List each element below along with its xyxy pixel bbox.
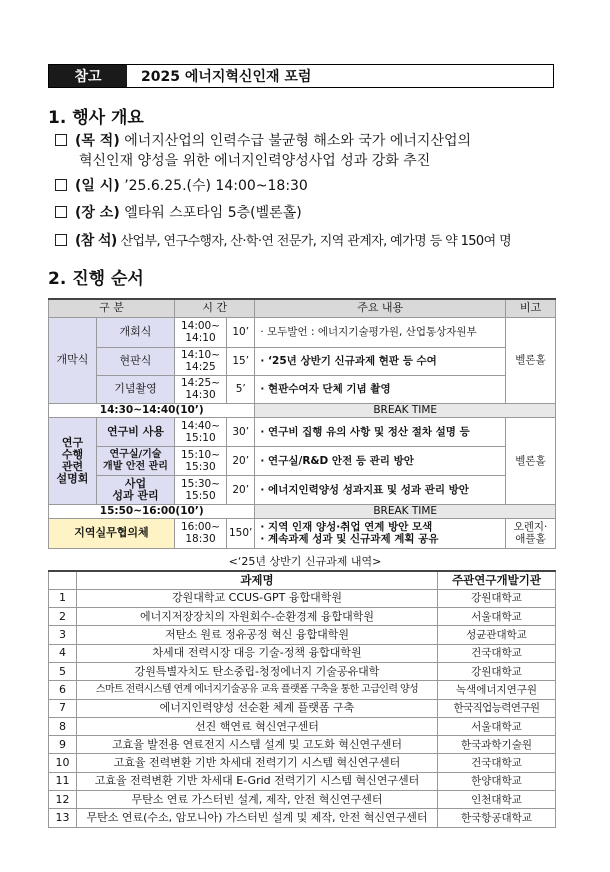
- project-name: 스마트 전력시스템 연계 에너지기술공유 교육 플랫폼 구축을 통한 고급인력 양성: [77, 681, 438, 699]
- projects-caption: <‘25년 상반기 신규과제 내역>: [228, 555, 382, 568]
- table-row: [49, 791, 556, 809]
- time-range: 14:25~ 14:30: [175, 375, 227, 403]
- note-venue: 오렌지· 애플홀: [506, 518, 556, 548]
- checkbox-icon: [55, 206, 67, 218]
- project-name: 무탄소 연료(수소, 암모니아) 가스터빈 설계 및 제작, 안전 혁신연구센터: [77, 809, 438, 827]
- schedule-header-row: [49, 299, 556, 317]
- duration: 150’: [227, 518, 255, 548]
- row-number: 6: [49, 681, 77, 699]
- checkbox-icon: [55, 134, 67, 146]
- table-row: [49, 375, 556, 403]
- table-row: [49, 317, 556, 347]
- duration: 5’: [227, 375, 255, 403]
- time-range: 14:10~ 14:25: [175, 347, 227, 375]
- institution: 건국대학교: [438, 754, 556, 772]
- institution: 녹색에너지연구원: [438, 681, 556, 699]
- item-text: 혁신인재 양성을 위한 에너지인력양성사업 성과 강화 추진: [79, 153, 431, 169]
- duration: 15’: [227, 347, 255, 375]
- break-label: BREAK TIME: [255, 504, 556, 518]
- break-row: [49, 403, 556, 417]
- project-name: 에너지저장장치의 자원회수-순환경제 융합대학원: [77, 608, 438, 626]
- time-range: 16:00~ 18:30: [175, 518, 227, 548]
- schedule-table: [48, 298, 556, 549]
- table-row: [49, 662, 556, 680]
- subcategory: 개회식: [97, 317, 175, 347]
- table-row: [49, 809, 556, 827]
- table-row: [49, 347, 556, 375]
- item-label: (일 시): [75, 178, 120, 194]
- time-range: 14:00~ 14:10: [175, 317, 227, 347]
- item-label: (목 적): [75, 133, 120, 149]
- table-row: [49, 446, 556, 475]
- institution: 강원대학교: [438, 662, 556, 680]
- content-line: · 지역 인재 양성·취업 연계 방안 모색: [260, 521, 433, 533]
- project-name: 강원특별자치도 탄소중립-청정에너지 기술공유대학: [77, 662, 438, 680]
- table-row: [49, 772, 556, 790]
- item-text: 에너지산업의 인력수급 불균형 해소와 국가 에너지산업의: [124, 133, 472, 149]
- title-bar: [48, 64, 554, 88]
- content: · 모두발언 : 에너지기술평가원, 산업통상자원부: [255, 317, 506, 347]
- institution: 서울대학교: [438, 608, 556, 626]
- institution: 서울대학교: [438, 717, 556, 735]
- content: · 연구비 집행 유의 사항 및 정산 절차 설명 등: [255, 417, 506, 446]
- section-heading-program: 2. 진행 순서: [48, 269, 144, 289]
- item-text: 산업부, 연구수행자, 산·학·연 전문가, 지역 관계자, 예가명 등 약 150여 명: [120, 234, 512, 249]
- header-institution: 주관연구개발기관: [438, 571, 556, 589]
- row-number: 4: [49, 644, 77, 662]
- subcategory: 현판식: [97, 347, 175, 375]
- header-content: 주요 내용: [255, 299, 506, 317]
- institution: 한국직업능력연구원: [438, 699, 556, 717]
- project-name: 에너지인력양성 선순환 체계 플랫폼 구축: [77, 699, 438, 717]
- row-number: 11: [49, 772, 77, 790]
- overview-item-attendees: [55, 231, 511, 252]
- content-line: · 계속과제 성과 및 신규과제 계획 공유: [260, 533, 439, 545]
- duration: 30’: [227, 417, 255, 446]
- time-range: 14:40~ 15:10: [175, 417, 227, 446]
- reference-tag: 참고: [49, 65, 127, 87]
- item-text: 엘타워 스포타임 5층(벨론홀): [124, 205, 302, 221]
- row-number: 9: [49, 736, 77, 754]
- overview-item-purpose: [55, 131, 471, 151]
- overview-item-purpose-cont: [79, 151, 430, 171]
- break-label: BREAK TIME: [255, 403, 556, 417]
- content: · ‘25년 상반기 신규과제 현판 등 수여: [255, 347, 506, 375]
- time-range: 15:10~ 15:30: [175, 446, 227, 475]
- duration: 10’: [227, 317, 255, 347]
- checkbox-icon: [55, 179, 67, 191]
- table-row: [49, 699, 556, 717]
- header-time: 시 간: [175, 299, 255, 317]
- subcategory: 연구실/기술 개발 안전 관리: [97, 446, 175, 475]
- duration: 20’: [227, 475, 255, 504]
- subcategory: 기념촬영: [97, 375, 175, 403]
- overview-item-date: [55, 176, 308, 196]
- projects-header-row: [49, 571, 556, 589]
- header-no: [49, 571, 77, 589]
- header-category: 구 분: [49, 299, 175, 317]
- break-time-range: 14:30~14:40(10’): [49, 403, 255, 417]
- table-row: [49, 717, 556, 735]
- category-council: 지역실무협의체: [49, 518, 175, 548]
- institution: 한국항공대학교: [438, 809, 556, 827]
- row-number: 2: [49, 608, 77, 626]
- projects-table: [48, 570, 556, 828]
- table-row: [49, 644, 556, 662]
- row-number: 3: [49, 626, 77, 644]
- row-number: 1: [49, 589, 77, 607]
- content: · 현판수여자 단체 기념 촬영: [255, 375, 506, 403]
- project-name: 고효율 전력변환 기반 차세대 전력기기 시스템 혁신연구센터: [77, 754, 438, 772]
- overview-item-venue: [55, 203, 302, 223]
- time-range: 15:30~ 15:50: [175, 475, 227, 504]
- section-heading-overview: 1. 행사 개요: [48, 108, 144, 128]
- project-name: 무탄소 연료 가스터빈 설계, 제작, 안전 혁신연구센터: [77, 791, 438, 809]
- subcategory: 연구비 사용: [97, 417, 175, 446]
- row-number: 13: [49, 809, 77, 827]
- header-note: 비고: [506, 299, 556, 317]
- document-title: 2025 에너지혁신인재 포럼: [141, 69, 312, 85]
- row-number: 12: [49, 791, 77, 809]
- duration: 20’: [227, 446, 255, 475]
- break-time-range: 15:50~16:00(10’): [49, 504, 255, 518]
- note-venue: 벨론홀: [506, 317, 556, 403]
- break-row: [49, 504, 556, 518]
- institution: 건국대학교: [438, 644, 556, 662]
- table-row: [49, 518, 556, 548]
- project-name: 차세대 전력시장 대응 기술-정책 융합대학원: [77, 644, 438, 662]
- category-opening: 개막식: [49, 317, 97, 403]
- content: · 에너지인력양성 성과지표 및 성과 관리 방안: [255, 475, 506, 504]
- institution: 성균관대학교: [438, 626, 556, 644]
- institution: 한국과학기술원: [438, 736, 556, 754]
- row-number: 8: [49, 717, 77, 735]
- institution: 강원대학교: [438, 589, 556, 607]
- item-label: (장 소): [75, 205, 120, 221]
- table-row: [49, 589, 556, 607]
- project-name: 강원대학교 CCUS-GPT 융합대학원: [77, 589, 438, 607]
- content: · 연구실/R&D 안전 등 관리 방안: [255, 446, 506, 475]
- row-number: 10: [49, 754, 77, 772]
- content: [255, 518, 506, 548]
- table-row: [49, 754, 556, 772]
- institution: 한양대학교: [438, 772, 556, 790]
- table-row: [49, 626, 556, 644]
- table-row: [49, 681, 556, 699]
- row-number: 7: [49, 699, 77, 717]
- row-number: 5: [49, 662, 77, 680]
- checkbox-icon: [55, 234, 67, 246]
- item-text: ’25.6.25.(수) 14:00~18:30: [124, 178, 308, 194]
- subcategory: 사업 성과 관리: [97, 475, 175, 504]
- item-label: (참 석): [75, 233, 117, 249]
- category-briefing: 연구 수행 관련 설명회: [49, 417, 97, 504]
- header-project-name: 과제명: [77, 571, 438, 589]
- institution: 인천대학교: [438, 791, 556, 809]
- table-row: [49, 475, 556, 504]
- table-row: [49, 608, 556, 626]
- table-row: [49, 736, 556, 754]
- project-name: 저탄소 원료 정유공정 혁신 융합대학원: [77, 626, 438, 644]
- project-name: 고효율 전력변환 기반 차세대 E-Grid 전력기기 시스템 혁신연구센터: [77, 772, 438, 790]
- table-row: [49, 417, 556, 446]
- project-name: 고효율 발전용 연료전지 시스템 설계 및 고도화 혁신연구센터: [77, 736, 438, 754]
- note-venue: 벨론홀: [506, 417, 556, 504]
- project-name: 선진 핵연료 혁신연구센터: [77, 717, 438, 735]
